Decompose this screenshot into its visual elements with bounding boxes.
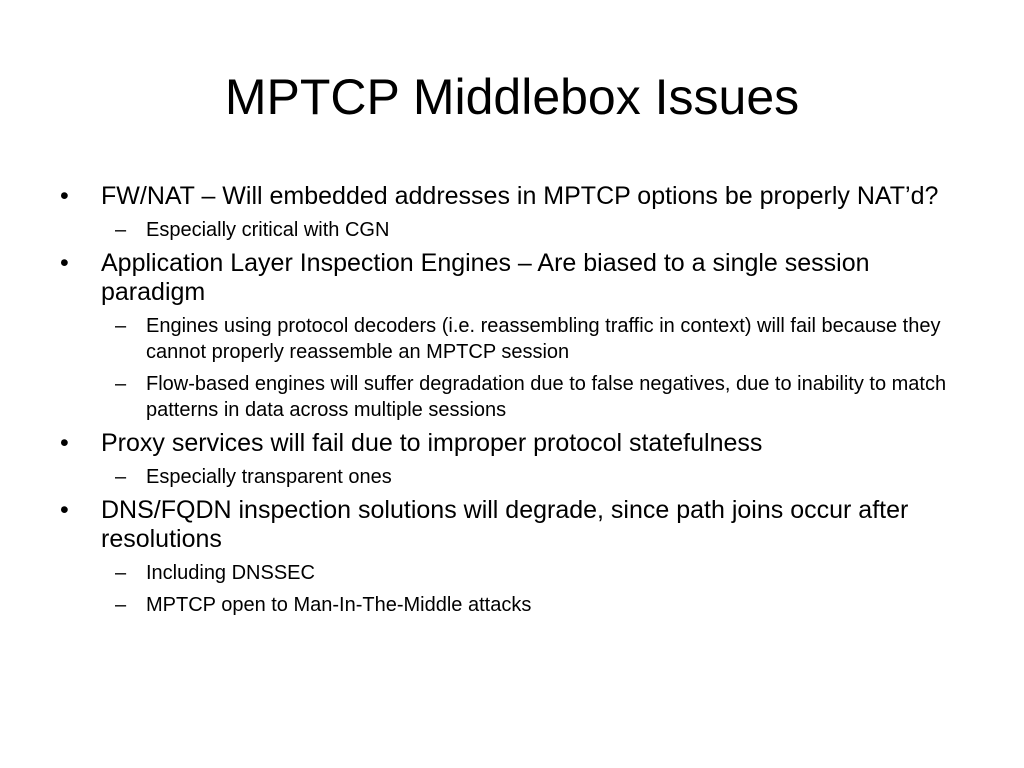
bullet-item: [60, 249, 970, 307]
sub-bullet-item: [60, 313, 970, 365]
bullet-item: [60, 496, 970, 554]
sub-bullet-marker: –: [115, 315, 127, 337]
bullet-text: Proxy services will fail due to improper protocol statefulness: [101, 429, 763, 457]
bullet-text: FW/NAT – Will embedded addresses in MPTCP options be properly NAT’d?: [101, 182, 939, 210]
sub-bullet-item: [60, 592, 970, 618]
sub-list: [60, 217, 970, 243]
sub-list: [60, 464, 970, 490]
sub-bullet-text: MPTCP open to Man-In-The-Middle attacks: [146, 594, 532, 616]
sub-bullet-item: [60, 464, 970, 490]
sub-bullet-text: Engines using protocol decoders (i.e. reassembling traffic in context) will fail because they cannot properly reassemble an MPTCP session: [146, 315, 941, 363]
sub-bullet-item: [60, 371, 970, 423]
sub-bullet-marker: –: [115, 562, 127, 584]
bullet-item: [60, 429, 970, 458]
bullet-marker: •: [60, 429, 69, 457]
bullet-marker: •: [60, 182, 69, 210]
sub-bullet-item: [60, 560, 970, 586]
sub-bullet-text: Including DNSSEC: [146, 562, 315, 584]
sub-bullet-text: Flow-based engines will suffer degradation due to false negatives, due to inability to match patterns in data across multiple sessions: [146, 373, 947, 421]
bullet-text: DNS/FQDN inspection solutions will degrade, since path joins occur after resolutions: [101, 496, 909, 553]
sub-list: [60, 313, 970, 423]
sub-bullet-text: Especially transparent ones: [146, 466, 392, 488]
slide-title: MPTCP Middlebox Issues: [224, 69, 800, 125]
sub-bullet-item: [60, 217, 970, 243]
sub-list: [60, 560, 970, 618]
slide-body: [60, 182, 970, 624]
bullet-marker: •: [60, 249, 69, 277]
bullet-item: [60, 182, 970, 211]
sub-bullet-marker: –: [115, 466, 127, 488]
sub-bullet-marker: –: [115, 219, 127, 241]
bullet-text: Application Layer Inspection Engines – Are biased to a single session paradigm: [101, 249, 870, 306]
sub-bullet-marker: –: [115, 373, 127, 395]
sub-bullet-text: Especially critical with CGN: [146, 219, 390, 241]
bullet-marker: •: [60, 496, 69, 524]
sub-bullet-marker: –: [115, 594, 127, 616]
